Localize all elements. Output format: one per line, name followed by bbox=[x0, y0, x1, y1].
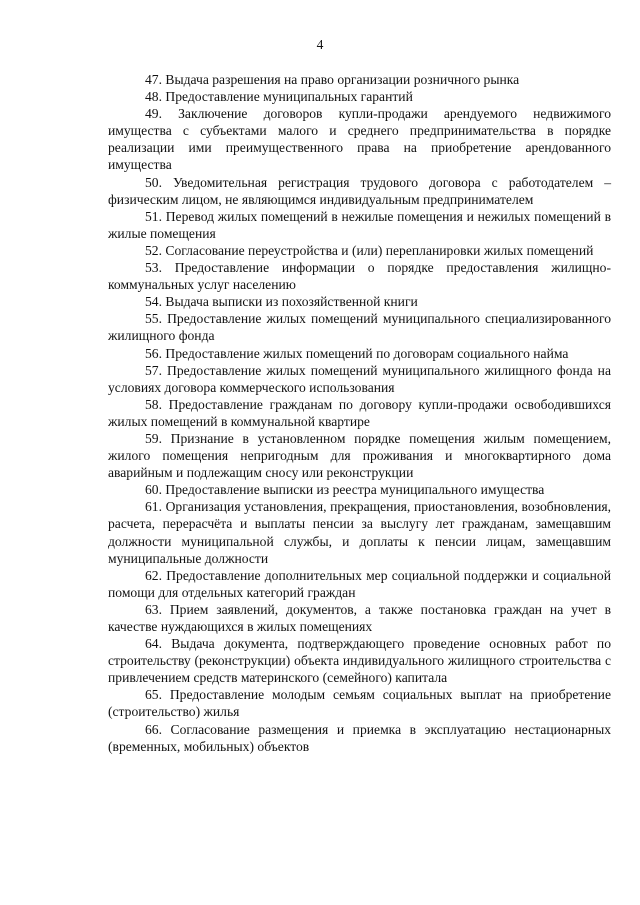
list-item: 49. Заключение договоров купли-продажи арендуемого недвижимого имущества с субъектами малого и среднего предпринимательства в порядке реализации ими преимущественного права на приобретение арендованного имущества bbox=[108, 106, 611, 173]
list-item: 63. Прием заявлений, документов, а также постановка граждан на учет в качестве нуждающихся в жилых помещениях bbox=[108, 601, 611, 634]
list-item: 55. Предоставление жилых помещений муниципального специализированного жилищного фонда bbox=[108, 311, 611, 344]
list-item: 54. Выдача выписки из похозяйственной книги bbox=[145, 294, 418, 310]
list-item: 53. Предоставление информации о порядке предоставления жилищно-коммунальных услуг населению bbox=[108, 260, 611, 293]
list-item: 58. Предоставление гражданам по договору купли-продажи освободившихся жилых помещений в коммунальной квартире bbox=[108, 396, 611, 429]
list-item: 57. Предоставление жилых помещений муниципального жилищного фонда на условиях договора коммерческого использования bbox=[108, 362, 611, 395]
list-item: 62. Предоставление дополнительных мер социальной поддержки и социальной помощи для отдельных категорий граждан bbox=[108, 567, 611, 600]
list-item: 56. Предоставление жилых помещений по договорам социального найма bbox=[145, 345, 569, 361]
list-item: 61. Организация установления, прекращения, приостановления, возобновления, расчета, перерасчёта и выплаты пенсии за выслугу лет гражданам, замещавшим должности муниципальной службы, и доплаты к пенсии лицам, замещавшим муниципальные должности bbox=[108, 499, 611, 566]
list-item: 66. Согласование размещения и приемка в эксплуатацию нестационарных (временных, мобильных) объектов bbox=[108, 721, 611, 754]
list-item: 64. Выдача документа, подтверждающего проведение основных работ по строительству (реконструкции) объекта индивидуального жилищного строительства с привлечением средств материнского (семейного) капитала bbox=[108, 636, 611, 686]
list-item: 65. Предоставление молодым семьям социальных выплат на приобретение (строительство) жилья bbox=[108, 687, 611, 720]
list-item: 59. Признание в установленном порядке помещения жилым помещением, жилого помещения непригодным для проживания и многоквартирного дома аварийным и подлежащим сносу или реконструкции bbox=[108, 430, 611, 481]
list-item: 51. Перевод жилых помещений в нежилые помещения и нежилых помещений в жилые помещения bbox=[108, 208, 611, 241]
list-item: 60. Предоставление выписки из реестра муниципального имущества bbox=[145, 482, 545, 498]
list-item: 50. Уведомительная регистрация трудового договора с работодателем – физическим лицом, не являющимся индивидуальным предпринимателем bbox=[108, 174, 611, 207]
list-item: 48. Предоставление муниципальных гарантий bbox=[145, 89, 413, 105]
page-number: 4 bbox=[316, 37, 324, 52]
list-item: 47. Выдача разрешения на право организации розничного рынка bbox=[145, 72, 520, 87]
services-list bbox=[108, 71, 611, 755]
list-item: 52. Согласование переустройства и (или) перепланировки жилых помещений bbox=[145, 242, 594, 258]
